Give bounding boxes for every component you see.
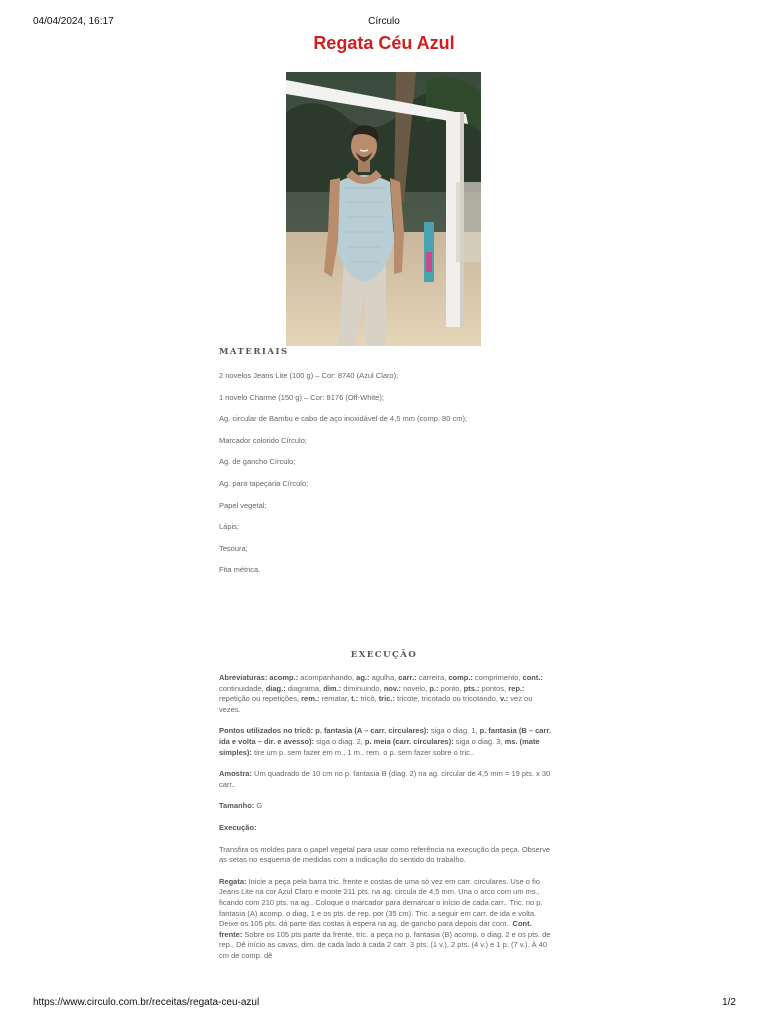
- material-item: Ag. para tapeçaria Círculo;: [219, 478, 309, 488]
- execution-term: rep.:: [508, 683, 525, 693]
- execution-term: tric.:: [378, 694, 395, 704]
- execution-term: pts.:: [463, 683, 480, 693]
- execution-term: cont.:: [522, 673, 543, 682]
- execution-paragraph: [219, 769, 551, 790]
- execution-body: [219, 673, 551, 972]
- execution-text: acompanhando,: [298, 673, 357, 682]
- material-item: Ag. circular de Bambu e cabo de aço inoxidável de 4,5 mm (comp. 80 cm);: [219, 414, 468, 424]
- material-item: Fita métrica.: [219, 565, 261, 575]
- execution-text: siga o diag. 1,: [428, 726, 480, 736]
- execution-text: comprimento,: [472, 673, 523, 682]
- materials-section: [219, 347, 551, 587]
- execution-term: ag.:: [356, 673, 370, 682]
- execution-term: nov.:: [383, 683, 402, 693]
- execution-term: t.:: [351, 694, 359, 704]
- execution-term: Cont. frente:: [219, 919, 532, 939]
- material-item: Papel vegetal;: [219, 500, 267, 510]
- execution-text: ponto,: [438, 683, 464, 693]
- execution-text: rematar,: [319, 694, 352, 704]
- execution-term: Amostra:: [219, 769, 252, 779]
- execution-text: Sobre os 105 pts parte da frente, tric. a peça no p. fantasia (B) acomp. o diag. 2 e os pts. de rep., Dê início as cavas, dim. de cada lado à cada 2 carr. 3 pts. (1 v.), 2 pts. (4 v.) e 1 p. (7 v.). À 40 cm de comp. dê: [219, 929, 551, 960]
- execution-term: comp.:: [448, 673, 473, 682]
- product-photo: [286, 72, 481, 346]
- material-item: 2 novelos Jeans Lite (100 g) – Cor: 8740 (Azul Claro);: [219, 371, 399, 380]
- execution-term: ms. (mate simples):: [219, 736, 540, 757]
- execution-paragraph: [219, 673, 551, 715]
- execution-term: rem.:: [301, 694, 320, 704]
- execution-paragraph: [219, 877, 551, 962]
- execution-text: diminuindo,: [341, 683, 384, 693]
- execution-term: p. meia (carr. circulares):: [364, 736, 454, 746]
- print-page-number: 1/2: [722, 997, 736, 1008]
- material-item: Lápis;: [219, 522, 240, 532]
- execution-text: pontos,: [479, 683, 509, 693]
- execution-term: Pontos utilizados no tricô: p. fantasia (A – carr. circulares):: [219, 726, 429, 736]
- execution-term: Execução:: [219, 822, 257, 832]
- execution-paragraph: [219, 801, 551, 812]
- material-item: 1 novelo Charme (150 g) – Cor: 8176 (Off-White);: [219, 392, 384, 402]
- execution-paragraph: [219, 823, 551, 834]
- material-item: Marcador colorido Círculo;: [219, 435, 307, 445]
- execution-text: agulha,: [369, 673, 399, 682]
- execution-term: Abreviaturas: acomp.:: [219, 673, 299, 682]
- materials-list: [219, 371, 551, 587]
- execution-term: carr.:: [398, 673, 417, 682]
- execution-term: Regata:: [219, 876, 247, 886]
- execution-paragraph: [219, 845, 551, 866]
- page-title: Regata Céu Azul: [313, 33, 455, 53]
- execution-text: repetição ou repetições,: [219, 694, 302, 704]
- execution-text: Transfira os moldes para o papel vegetal para usar como referência na execução da peça. Observe as setas no esquema de medidas com a indicação do sentido do trabalho.: [219, 844, 551, 865]
- execution-paragraph: [219, 726, 551, 758]
- execution-term: dim.:: [323, 683, 342, 693]
- execution-term: v.:: [500, 694, 509, 704]
- execution-text: tire um p. sem fazer em m., 1 m., rem. o p. sem fazer sobre o tric..: [251, 747, 475, 757]
- print-url: https://www.circulo.com.br/receitas/regata-ceu-azul: [33, 997, 260, 1008]
- execution-term: p.:: [429, 683, 439, 693]
- execution-text: siga o diag. 3,: [453, 736, 505, 746]
- execution-text: Inicie a peça pela barra tric. frente e costas de uma só vez em carr. circulares. Use o fio Jeans Lite na cor Azul Claro e monte 211 pts. na ag. circula de 4,5 mm. Una o arco com um ms., ficando com 210 pts. na ag.. Coloque o marcador para demarcar o início de cada carr.. Tric. no p. fantasia (A) acomp. o diag. 1 e os pts. de rep. por (35 cm). Tric. a seguir em carr. de ida e volta. Deixe os 105 pts. dá parte das costas à espera na ag. de gancho para depois dar cont..: [219, 876, 543, 929]
- material-item: Ag. de gancho Círculo;: [219, 457, 296, 467]
- execution-text: tricô,: [358, 694, 379, 704]
- execution-text: continuidade,: [219, 683, 266, 693]
- execution-text: vez ou vezes.: [219, 694, 533, 714]
- execution-text: siga o diag. 2,: [314, 736, 365, 746]
- execution-text: G: [254, 801, 263, 811]
- execution-text: tricote, tricotado ou tricotando,: [394, 694, 501, 704]
- execution-term: p. fantasia (B – carr. ida e volta – dir. e avesso):: [219, 726, 551, 746]
- execution-text: Um quadrado de 10 cm no p. fantasia B (diag. 2) na ag. circular de 4,5 mm = 19 pts. x 30 carr..: [219, 769, 551, 789]
- materials-heading: MATERIAIS: [219, 347, 289, 357]
- execution-text: diagrama,: [285, 683, 324, 693]
- execution-term: Tamanho:: [219, 801, 255, 811]
- print-datetime: 04/04/2024, 16:17: [33, 16, 114, 27]
- print-site-title: Círculo: [368, 16, 400, 27]
- execution-term: diag.:: [265, 683, 286, 693]
- material-item: Tesoura;: [219, 543, 248, 553]
- execution-text: carreira,: [416, 673, 449, 682]
- execution-text: novelo,: [401, 683, 430, 693]
- execution-heading: EXECUÇÃO: [350, 650, 418, 660]
